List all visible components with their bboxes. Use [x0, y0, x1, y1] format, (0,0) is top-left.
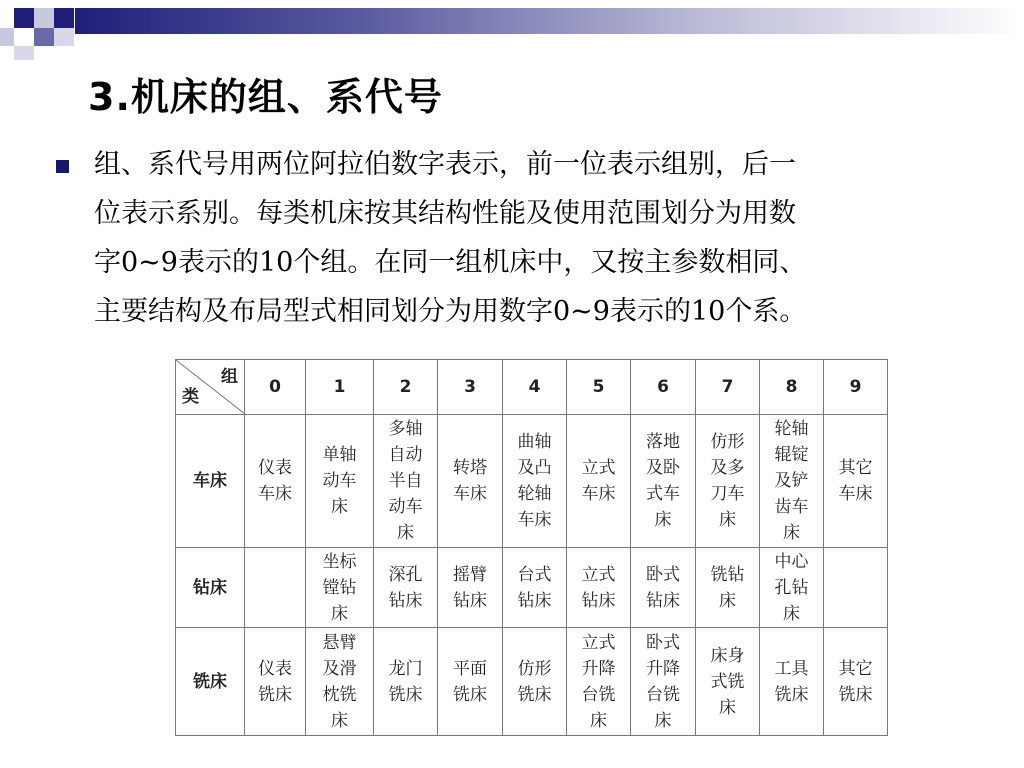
- cell-text: 单轴 动车 床: [322, 445, 357, 517]
- table-cell: [438, 548, 503, 628]
- cell-text: 工具 铣床: [774, 658, 809, 705]
- table-cell: [824, 628, 888, 736]
- column-header: 4: [503, 360, 567, 415]
- table-cell: [760, 548, 824, 628]
- cell-text: 铣钻 床: [710, 564, 745, 611]
- cell-text: 转塔 车床: [453, 458, 487, 504]
- cell-text: 悬臂 及滑 枕铣 床: [322, 632, 357, 731]
- column-header: 3: [438, 360, 503, 415]
- table-row: [176, 628, 888, 736]
- cell-text: 多轴 自动 半自 动车 床: [388, 419, 423, 543]
- table-cell: [696, 548, 760, 628]
- cell-text: 摇臂 钻床: [453, 564, 487, 611]
- cell-text: 卧式 升降 台铣 床: [646, 632, 680, 731]
- table-cell: [374, 548, 438, 628]
- table-cell: [631, 628, 696, 736]
- table-cell: [245, 415, 306, 548]
- table-cell: [824, 548, 888, 628]
- cell-text: 立式 车床: [581, 458, 616, 504]
- table-cell: [696, 628, 760, 736]
- table-cell: [438, 628, 503, 736]
- column-header: 5: [567, 360, 631, 415]
- deco-square: [34, 8, 54, 28]
- table-cell: [567, 628, 631, 736]
- cell-text: 仿形 及多 刀车 床: [710, 432, 745, 530]
- table-header-row: [176, 360, 888, 415]
- column-header: 0: [245, 360, 306, 415]
- table-cell: [503, 415, 567, 548]
- column-header: 9: [824, 360, 888, 415]
- cell-text: 其它 铣床: [838, 658, 873, 705]
- table-cell: [760, 415, 824, 548]
- table-cell: [824, 415, 888, 548]
- column-header: 6: [631, 360, 696, 415]
- cell-text: 仿形 铣床: [517, 658, 552, 705]
- table-cell: [306, 628, 374, 736]
- deco-square: [0, 28, 14, 46]
- row-label: 车床: [176, 415, 245, 548]
- row-label: 钻床: [176, 548, 245, 628]
- slide-title: 3.机床的组、系代号: [88, 75, 443, 119]
- paragraph-line: 主要结构及布局型式相同划分为用数字0~9表示的10个系。: [94, 296, 807, 327]
- deco-square: [14, 8, 34, 28]
- column-header: 2: [374, 360, 438, 415]
- table-cell: [374, 628, 438, 736]
- cell-text: 其它 车床: [838, 458, 873, 504]
- group-series-table: [175, 359, 888, 736]
- table-cell: [374, 415, 438, 548]
- table-cell: [438, 415, 503, 548]
- cell-text: 床身 式铣 床: [710, 645, 745, 718]
- cell-text: 深孔 钻床: [388, 564, 423, 611]
- table-cell: [306, 548, 374, 628]
- table-corner-cell: [176, 360, 245, 415]
- cell-text: 仪表 车床: [258, 458, 292, 504]
- table-cell: [567, 415, 631, 548]
- cell-text: 立式 升降 台铣 床: [581, 632, 616, 731]
- corner-label-group: 组: [221, 367, 238, 387]
- paragraph-line: 位表示系别。每类机床按其结构性能及使用范围划分为用数: [94, 198, 796, 229]
- table-cell: [306, 415, 374, 548]
- cell-text: 仪表 铣床: [258, 658, 292, 705]
- body-paragraph: [94, 140, 989, 336]
- cell-text: 轮轴 辊锭 及铲 齿车 床: [774, 419, 809, 543]
- deco-square: [54, 28, 74, 46]
- deco-square: [34, 28, 54, 46]
- column-header: 1: [306, 360, 374, 415]
- corner-label-class: 类: [182, 387, 199, 407]
- table-cell: [245, 628, 306, 736]
- table-cell: [245, 548, 306, 628]
- deco-square: [14, 46, 34, 60]
- table-cell: [696, 415, 760, 548]
- table-cell: [503, 628, 567, 736]
- cell-text: 卧式 钻床: [646, 564, 680, 611]
- column-header: 7: [696, 360, 760, 415]
- column-header: 8: [760, 360, 824, 415]
- header-gradient-band: [75, 8, 1024, 34]
- cell-text: 落地 及卧 式车 床: [646, 432, 680, 530]
- paragraph-line: 字0~9表示的10个组。在同一组机床中，又按主参数相同、: [94, 247, 807, 278]
- cell-text: 立式 钻床: [581, 564, 616, 611]
- cell-text: 坐标 镗钻 床: [322, 551, 357, 624]
- table-cell: [631, 548, 696, 628]
- deco-square: [54, 8, 74, 28]
- table-cell: [631, 415, 696, 548]
- table-cell: [567, 548, 631, 628]
- bullet-icon: [56, 160, 69, 173]
- paragraph-line: 组、系代号用两位阿拉伯数字表示，前一位表示组别，后一: [94, 149, 796, 180]
- table-cell: [503, 548, 567, 628]
- cell-text: 台式 钻床: [517, 564, 552, 611]
- cell-text: 龙门 铣床: [388, 658, 423, 705]
- row-label: 铣床: [176, 628, 245, 736]
- table-row: [176, 415, 888, 548]
- table-cell: [760, 628, 824, 736]
- cell-text: 平面 铣床: [453, 658, 487, 705]
- cell-text: 曲轴 及凸 轮轴 车床: [517, 432, 552, 530]
- table-row: [176, 548, 888, 628]
- cell-text: 中心 孔钻 床: [774, 551, 809, 624]
